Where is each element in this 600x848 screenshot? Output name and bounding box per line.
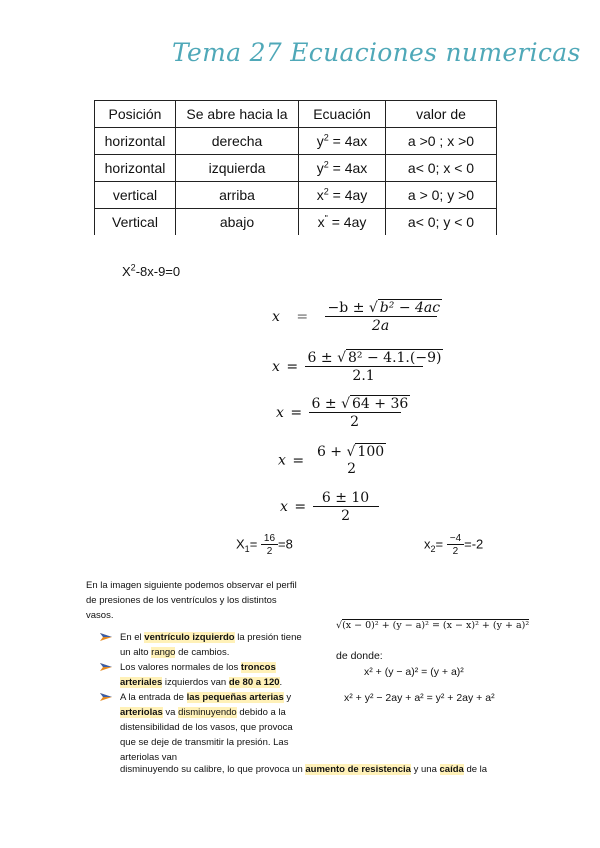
formula-step-1: x = $\frac{\text{−b ± √ b² − 4ac}}{2a}$ (272, 300, 441, 334)
derived-equation-2: x² + y² − 2ay + a² = y² + 2ay + a² (344, 692, 495, 704)
list-item: A la entrada de las pequeñas arterias y arteriolas va disminuyendo debido a la distensibilidad de los vasos, que provoca que se deje de transmitir la presión. Las arteriolas van (100, 690, 310, 765)
cell-direction: derecha (176, 128, 299, 155)
page-title: Tema 27 Ecuaciones numericas (172, 38, 581, 67)
list-item: Los valores normales de los troncos arteriales izquierdos van de 80 a 120. (100, 660, 310, 690)
cell-equation: x" = 4ay (299, 209, 386, 236)
formula-step-4: x = 6 + √ 100 2 (278, 444, 385, 477)
cell-equation: $x^2 = 4ay$ (299, 182, 386, 209)
cell-equation: $y^2 = 4ax$ (299, 155, 386, 182)
formula-step-3: x = $\frac{6 \pm √ 64 + 36}{2}$ (276, 396, 409, 430)
table-row (95, 128, 497, 155)
cell-direction: arriba (176, 182, 299, 209)
cell-value: a >0 ; x >0 (386, 128, 497, 155)
cell-direction: izquierda (176, 155, 299, 182)
continuation-line: disminuyendo su calibre, lo que provoca un aumento de resistencia y una caída de la (120, 764, 488, 775)
solution-x2: $x_2=$ $\frac{-4}{2}$ =-2 (424, 533, 484, 557)
formula-step-5: x = $\frac{6 \pm 10}{2}$ (280, 490, 379, 524)
bullet-list (100, 630, 310, 765)
quadratic-equation: $X^2-8x-9=0$ (122, 262, 181, 279)
cell-position: vertical (95, 182, 176, 209)
formula-step-2: x = $\frac{\text{6 ± √ 8² − 4.1.(−9)}}{2.1}$ (272, 350, 442, 384)
cell-direction: abajo (176, 209, 299, 236)
intro-paragraph: En la imagen siguiente podemos observar el perfil de presiones de los ventrículos y los distintos vasos. (86, 580, 297, 621)
cell-value: a > 0; y >0 (386, 182, 497, 209)
distance-equation: √(x − 0)² + (y − a)² = (x − x)² + (y + a)² (336, 620, 530, 631)
cell-position: horizontal (95, 128, 176, 155)
arrow-bullet-icon (100, 632, 112, 642)
table-row (95, 182, 497, 209)
de-donde-label: de donde: (336, 650, 383, 662)
cell-position: horizontal (95, 155, 176, 182)
arrow-bullet-icon (100, 692, 112, 702)
table-row (95, 209, 497, 236)
parabola-table (94, 100, 497, 235)
solution-x1: $X_1=$ $\frac{16}{2}$ =8 (236, 533, 293, 557)
cell-value: a< 0; y < 0 (386, 209, 497, 236)
col-header: valor de (386, 101, 497, 128)
table-row (95, 155, 497, 182)
table-header-row (95, 101, 497, 128)
arrow-bullet-icon (100, 662, 112, 672)
derived-equation-1: x² + (y − a)² = (y + a)² (364, 666, 464, 678)
cell-value: a< 0; x < 0 (386, 155, 497, 182)
cell-position: Vertical (95, 209, 176, 236)
list-item: En el ventrículo izquierdo la presión tiene un alto rango de cambios. (100, 630, 310, 660)
col-header: Posición (95, 101, 176, 128)
col-header: Ecuación (299, 101, 386, 128)
col-header: Se abre hacia la (176, 101, 299, 128)
cell-equation: $y^2 = 4ax$ (299, 128, 386, 155)
